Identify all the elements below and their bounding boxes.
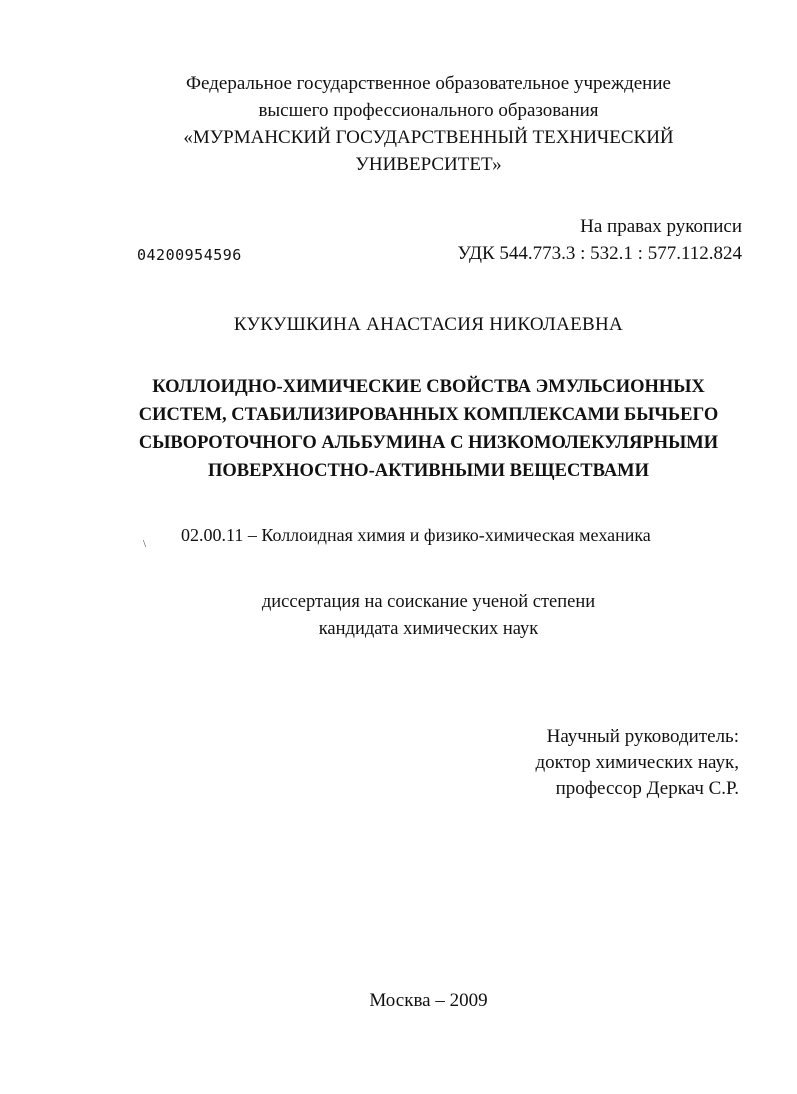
title-line-3: СЫВОРОТОЧНОГО АЛЬБУМИНА С НИЗКОМОЛЕКУЛЯРНЫМИ bbox=[138, 433, 719, 453]
title-line-1: КОЛЛОИДНО-ХИМИЧЕСКИЕ СВОЙСТВА ЭМУЛЬСИОННЫХ bbox=[152, 377, 705, 397]
institution-line-1: Федеральное государственное образовательное учреждение bbox=[186, 73, 671, 94]
specialty-code: 02.00.11 – Коллоидная химия и физико-химическая механика bbox=[181, 525, 651, 545]
title-line-2: СИСТЕМ, СТАБИЛИЗИРОВАННЫХ КОМПЛЕКСАМИ БЫЧЬЕГО bbox=[138, 405, 719, 425]
institution-block bbox=[30, 70, 797, 178]
catalog-code: 04200954596 bbox=[137, 246, 242, 264]
supervisor-degree: доктор химических наук, bbox=[535, 752, 739, 773]
stray-mark: \ bbox=[143, 538, 147, 550]
udc-code: УДК 544.773.3 : 532.1 : 577.112.824 bbox=[457, 243, 742, 264]
degree-line-1: диссертация на соискание ученой степени bbox=[261, 592, 596, 612]
author-name: КУКУШКИНА АНАСТАСИЯ НИКОЛАЕВНА bbox=[233, 314, 624, 335]
institution-line-4: УНИВЕРСИТЕТ» bbox=[355, 154, 502, 175]
supervisor-label: Научный руководитель: bbox=[546, 726, 739, 747]
city-year: Москва – 2009 bbox=[369, 990, 488, 1011]
degree-line-2: кандидата химических наук bbox=[318, 619, 539, 639]
degree-block bbox=[30, 589, 797, 643]
supervisor-name: профессор Деркач С.Р. bbox=[555, 778, 739, 799]
institution-line-3: «МУРМАНСКИЙ ГОСУДАРСТВЕННЫЙ ТЕХНИЧЕСКИЙ bbox=[183, 127, 674, 148]
supervisor-block bbox=[536, 724, 739, 802]
institution-line-2: высшего профессионального образования bbox=[258, 100, 599, 121]
title-line-4: ПОВЕРХНОСТНО-АКТИВНЫМИ ВЕЩЕСТВАМИ bbox=[207, 461, 650, 481]
dissertation-title bbox=[30, 373, 797, 485]
manuscript-rights: На правах рукописи bbox=[580, 216, 742, 237]
